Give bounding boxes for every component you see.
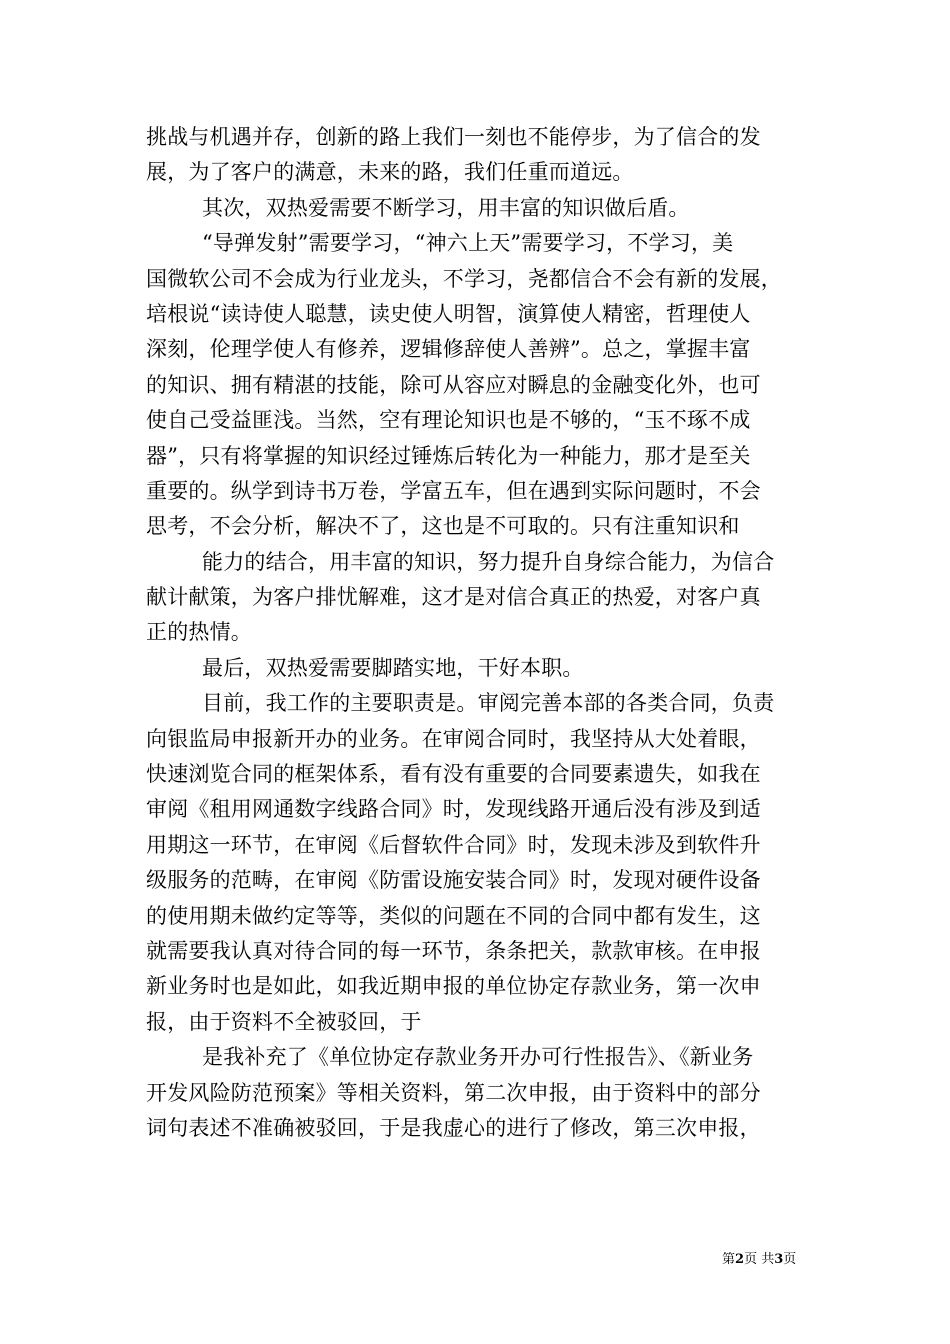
footer-middle: 页 共 (744, 1252, 775, 1267)
text-line: 的知识、拥有精湛的技能，除可从容应对瞬息的金融变化外，也可 (146, 372, 761, 397)
text-line: 用期这一环节，在审阅《后督软件合同》时，发现未涉及到软件升 (146, 832, 761, 857)
text-line: 重要的。纵学到诗书万卷，学富五车，但在遇到实际问题时，不会 (146, 478, 761, 503)
text-line: 审阅《租用网通数字线路合同》时，发现线路开通后没有涉及到适 (146, 797, 761, 822)
text-line: 展，为了客户的满意，未来的路，我们任重而道远。 (146, 160, 634, 185)
text-line: 报，由于资料不全被驳回，于 (146, 1009, 422, 1034)
text-line: 思考，不会分析，解决不了，这也是不可取的。只有注重知识和 (146, 514, 740, 539)
text-line: 最后，双热爱需要脚踏实地，干好本职。 (202, 655, 584, 680)
text-line: 正的热情。 (146, 620, 252, 645)
footer-suffix: 页 (783, 1252, 797, 1267)
text-line: 就需要我认真对待合同的每一环节，条条把关，款款审核。在申报 (146, 938, 761, 963)
text-line: 献计献策，为客户排忧解难，这才是对信合真正的热爱，对客户真 (146, 585, 761, 610)
text-line: 器”，只有将掌握的知识经过锤炼后转化为一种能力，那才是至关 (146, 443, 751, 468)
text-line: 目前，我工作的主要职责是。审阅完善本部的各类合同，负责 (202, 691, 775, 716)
text-line: 是我补充了《单位协定存款业务开办可行性报告》、《新业务 (202, 1045, 754, 1070)
text-line: 挑战与机遇并存，创新的路上我们一刻也不能停步，为了信合的发 (146, 125, 761, 149)
text-line: 级服务的范畴，在审阅《防雷设施安装合同》时，发现对硬件设备 (146, 868, 761, 893)
text-line: 向银监局申报新开办的业务。在审阅合同时，我坚持从大处着眼， (146, 726, 761, 751)
text-line: 新业务时也是如此，如我近期申报的单位协定存款业务，第一次申 (146, 974, 761, 999)
page-number-footer (722, 1248, 796, 1267)
text-line: 培根说“读诗使人聪慧，读史使人明智，演算使人精密，哲理使人 (146, 301, 751, 326)
text-line: 开发风险防范预案》等相关资料，第二次申报，由于资料中的部分 (146, 1080, 761, 1105)
text-line: 使自己受益匪浅。当然，空有理论知识也是不够的，“玉不琢不成 (146, 408, 751, 433)
document-body (146, 120, 806, 1146)
text-line: 其次，双热爱需要不断学习，用丰富的知识做后盾。 (202, 195, 690, 220)
footer-prefix: 第 (722, 1252, 736, 1267)
text-line: 国微软公司不会成为行业龙头，不学习，尧都信合不会有新的发展， (146, 266, 782, 291)
total-page-number: 3 (774, 1252, 784, 1267)
text-line: 的使用期未做约定等等，类似的问题在不同的合同中都有发生，这 (146, 903, 761, 928)
text-line: 深刻，伦理学使人有修养，逻辑修辞使人善辨”。总之，掌握丰富 (146, 337, 751, 362)
text-line: 能力的结合，用丰富的知识，努力提升自身综合能力，为信合 (202, 549, 775, 574)
current-page-number: 2 (735, 1252, 745, 1267)
text-line: 词句表述不准确被驳回，于是我虚心的进行了修改，第三次申报， (146, 1115, 761, 1140)
text-line: “导弹发射”需要学习，“神六上天”需要学习，不学习，美 (202, 231, 734, 256)
text-line: 快速浏览合同的框架体系，看有没有重要的合同要素遗失，如我在 (146, 762, 761, 787)
